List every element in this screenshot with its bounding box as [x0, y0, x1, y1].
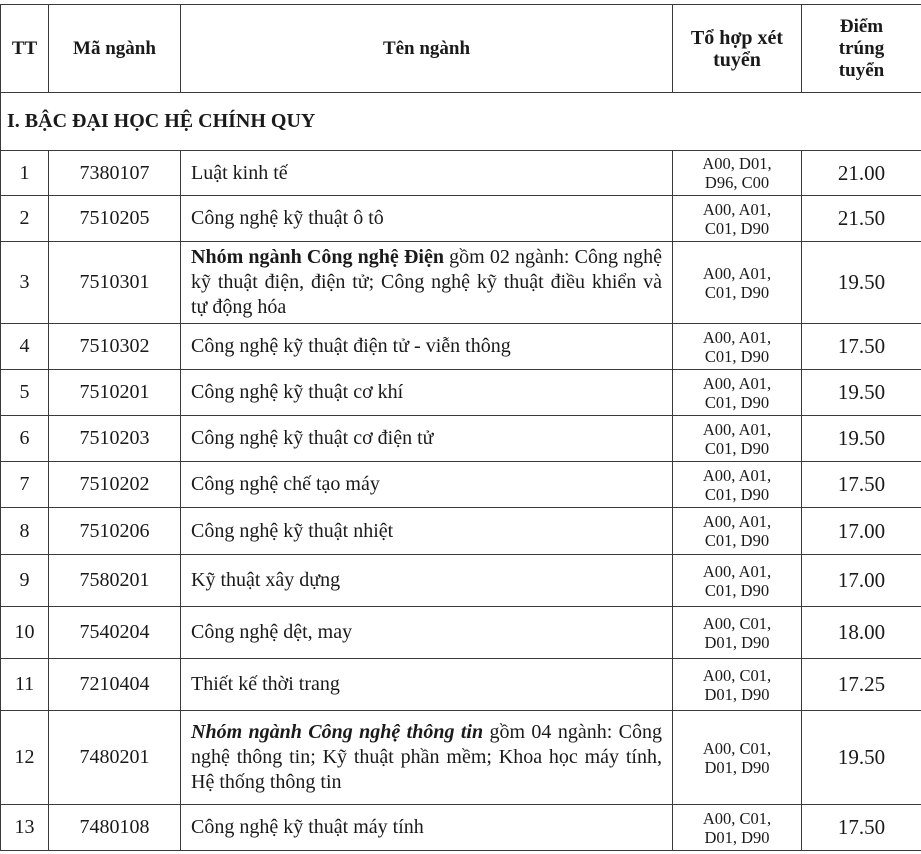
row-combo-line2: D01, D90: [673, 828, 801, 847]
table-row: [1, 607, 921, 659]
row-name-rest: gồm 04 ngành: Công nghệ thông tin; Kỹ thuật phần mềm; Khoa học máy tính, Hệ thống thông tin: [191, 721, 662, 793]
row-name: Công nghệ kỹ thuật cơ khí: [181, 370, 673, 416]
row-tt: 9: [1, 555, 49, 607]
row-score: 17.50: [802, 805, 921, 851]
row-combo-line1: A00, A01,: [673, 328, 801, 347]
row-combo: [673, 607, 802, 659]
row-combo-line1: A00, D01,: [673, 154, 801, 173]
table-row: [1, 242, 921, 324]
row-combo-line2: C01, D90: [673, 219, 801, 238]
header-combo: [673, 5, 802, 93]
header-score-line2: trúng: [802, 38, 921, 60]
row-combo-line1: A00, A01,: [673, 200, 801, 219]
section-row: [1, 93, 921, 151]
header-code: Mã ngành: [49, 5, 181, 93]
row-tt: 11: [1, 659, 49, 711]
row-score: 21.50: [802, 196, 921, 242]
row-tt: 4: [1, 324, 49, 370]
row-combo-line2: D96, C00: [673, 173, 801, 192]
header-score-line1: Điểm: [802, 16, 921, 38]
row-combo: [673, 242, 802, 324]
row-combo: [673, 508, 802, 555]
row-combo: [673, 370, 802, 416]
row-score: 17.50: [802, 324, 921, 370]
row-code: 7510301: [49, 242, 181, 324]
row-tt: 5: [1, 370, 49, 416]
row-score: 21.00: [802, 151, 921, 196]
row-combo-line1: A00, C01,: [673, 666, 801, 685]
row-tt: 13: [1, 805, 49, 851]
row-tt: 6: [1, 416, 49, 462]
table-row: [1, 462, 921, 508]
row-score: 17.25: [802, 659, 921, 711]
table-row: [1, 151, 921, 196]
row-combo-line1: A00, A01,: [673, 562, 801, 581]
row-tt: 12: [1, 711, 49, 805]
row-name: Luật kinh tế: [181, 151, 673, 196]
row-name-rest: gồm 02 ngành: Công nghệ kỹ thuật điện, điện tử; Công nghệ kỹ thuật điều khiển và tự động hóa: [191, 246, 662, 318]
row-tt: 2: [1, 196, 49, 242]
row-combo-line1: A00, A01,: [673, 420, 801, 439]
header-score: [802, 5, 921, 93]
table-row: [1, 711, 921, 805]
header-combo-line2: tuyển: [673, 49, 801, 71]
row-name-lead: Nhóm ngành Công nghệ thông tin: [191, 721, 483, 743]
row-score: 19.50: [802, 370, 921, 416]
admission-score-table: [0, 4, 921, 851]
row-code: 7380107: [49, 151, 181, 196]
row-score: 17.00: [802, 508, 921, 555]
header-score-line3: tuyển: [802, 60, 921, 82]
row-code: 7510302: [49, 324, 181, 370]
row-combo-line1: A00, A01,: [673, 374, 801, 393]
row-score: 17.50: [802, 462, 921, 508]
row-code: 7580201: [49, 555, 181, 607]
row-combo: [673, 711, 802, 805]
row-combo-line1: A00, A01,: [673, 466, 801, 485]
section-title: I. BẬC ĐẠI HỌC HỆ CHÍNH QUY: [1, 93, 921, 151]
row-code: 7510201: [49, 370, 181, 416]
table-row: [1, 370, 921, 416]
header-tt: TT: [1, 5, 49, 93]
row-code: 7510205: [49, 196, 181, 242]
row-combo-line2: C01, D90: [673, 531, 801, 550]
row-code: 7480108: [49, 805, 181, 851]
row-tt: 10: [1, 607, 49, 659]
row-tt: 7: [1, 462, 49, 508]
row-combo: [673, 196, 802, 242]
row-combo-line2: D01, D90: [673, 685, 801, 704]
row-score: 19.50: [802, 711, 921, 805]
row-tt: 3: [1, 242, 49, 324]
row-name: Công nghệ kỹ thuật cơ điện tử: [181, 416, 673, 462]
row-name: Công nghệ dệt, may: [181, 607, 673, 659]
row-name-lead: Nhóm ngành Công nghệ Điện: [191, 246, 444, 268]
row-combo-line1: A00, A01,: [673, 512, 801, 531]
row-combo-line2: C01, D90: [673, 581, 801, 600]
row-combo-line1: A00, C01,: [673, 809, 801, 828]
row-combo: [673, 324, 802, 370]
row-combo-line2: D01, D90: [673, 633, 801, 652]
row-name: [181, 711, 673, 805]
row-combo-line2: C01, D90: [673, 347, 801, 366]
row-name: Công nghệ kỹ thuật điện tử - viễn thông: [181, 324, 673, 370]
row-combo-line2: C01, D90: [673, 439, 801, 458]
row-code: 7480201: [49, 711, 181, 805]
row-combo-line1: A00, A01,: [673, 264, 801, 283]
row-tt: 8: [1, 508, 49, 555]
row-combo: [673, 416, 802, 462]
row-score: 17.00: [802, 555, 921, 607]
row-code: 7540204: [49, 607, 181, 659]
row-score: 19.50: [802, 416, 921, 462]
row-combo-line2: C01, D90: [673, 393, 801, 412]
table-row: [1, 555, 921, 607]
row-combo: [673, 462, 802, 508]
table-row: [1, 659, 921, 711]
row-combo-line2: C01, D90: [673, 485, 801, 504]
table-header-row: [1, 5, 921, 93]
header-combo-line1: Tổ hợp xét: [673, 27, 801, 49]
row-code: 7510202: [49, 462, 181, 508]
row-score: 19.50: [802, 242, 921, 324]
row-combo-line2: C01, D90: [673, 283, 801, 302]
row-combo: [673, 151, 802, 196]
header-name: Tên ngành: [181, 5, 673, 93]
table-row: [1, 196, 921, 242]
row-tt: 1: [1, 151, 49, 196]
row-name: Công nghệ kỹ thuật nhiệt: [181, 508, 673, 555]
row-name: [181, 242, 673, 324]
row-combo: [673, 555, 802, 607]
row-code: 7510206: [49, 508, 181, 555]
table-row: [1, 324, 921, 370]
row-combo-line1: A00, C01,: [673, 739, 801, 758]
row-combo: [673, 659, 802, 711]
row-code: 7210404: [49, 659, 181, 711]
row-name: Công nghệ kỹ thuật máy tính: [181, 805, 673, 851]
row-name: Thiết kế thời trang: [181, 659, 673, 711]
row-name: Công nghệ kỹ thuật ô tô: [181, 196, 673, 242]
row-name: Công nghệ chế tạo máy: [181, 462, 673, 508]
table-row: [1, 416, 921, 462]
row-combo-line2: D01, D90: [673, 758, 801, 777]
row-combo-line1: A00, C01,: [673, 614, 801, 633]
row-code: 7510203: [49, 416, 181, 462]
table-row: [1, 805, 921, 851]
row-name: Kỹ thuật xây dựng: [181, 555, 673, 607]
table-row: [1, 508, 921, 555]
row-score: 18.00: [802, 607, 921, 659]
row-combo: [673, 805, 802, 851]
